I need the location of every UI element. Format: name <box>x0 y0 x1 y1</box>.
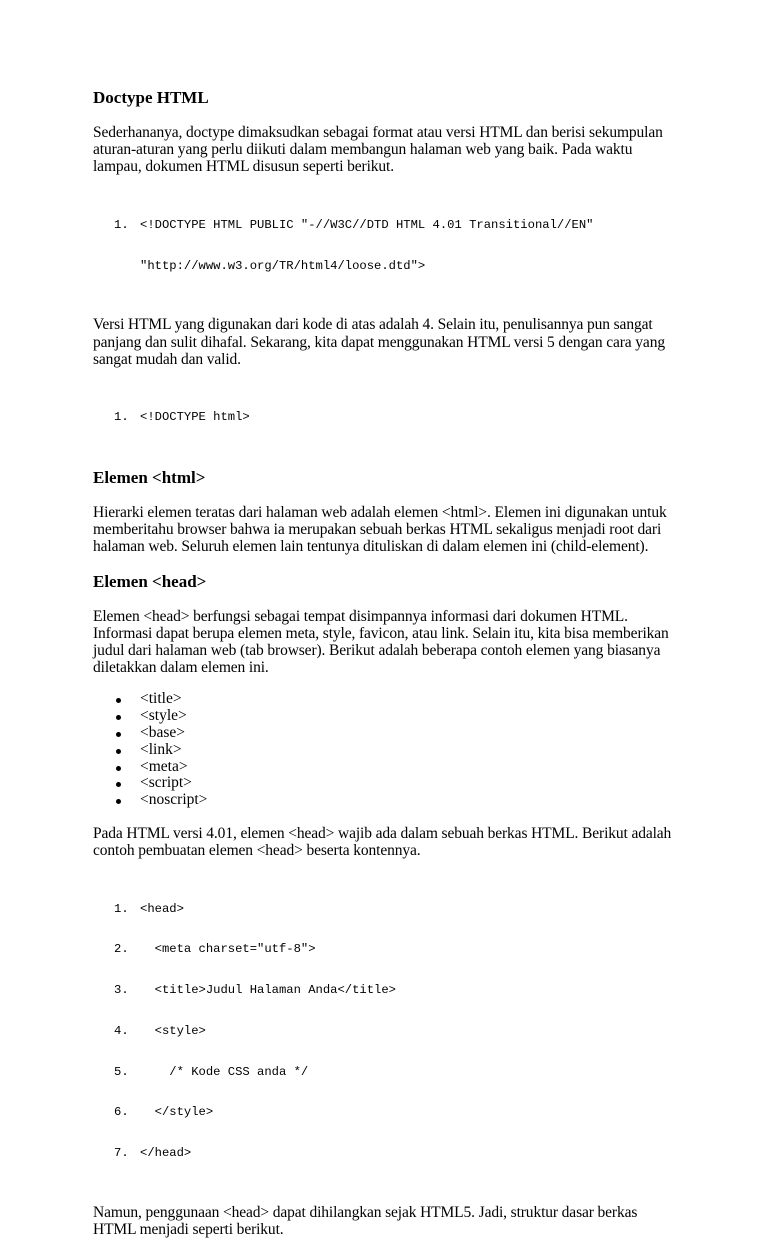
heading-head-element: Elemen <head> <box>93 571 207 591</box>
bullet-icon <box>116 715 121 720</box>
code-line <box>93 903 678 917</box>
paragraph-doctype-intro: Sederhananya, doctype dimaksudkan sebagai format atau versi HTML dan berisi sekumpulan aturan-aturan yang perlu diikuti dalam membangun halaman web yang baik. Pada waktu lampau, dokumen HTML disusun seperti berikut. <box>93 124 663 176</box>
code-line <box>93 1106 678 1120</box>
bullet-icon <box>116 749 121 754</box>
paragraph-head-html5: Namun, penggunaan <head> dapat dihilangkan sejak HTML5. Jadi, struktur dasar berkas HTML menjadi seperti berikut. <box>93 1204 638 1238</box>
paragraph-doctype-version: Versi HTML yang digunakan dari kode di atas adalah 4. Selain itu, penulisannya pun sangat panjang dan sulit dihafal. Sekarang, kita dapat menggunakan HTML versi 5 dengan cara yang sangat mudah dan valid. <box>93 316 665 368</box>
line-number: 3. <box>114 983 129 998</box>
code-text: <style> <box>140 1023 206 1038</box>
bullet-icon <box>116 732 121 737</box>
code-text: </head> <box>140 1146 192 1161</box>
line-number: 6. <box>114 1105 129 1120</box>
line-number: 7. <box>114 1146 129 1161</box>
line-number: 1. <box>114 217 129 232</box>
line-number: 2. <box>114 942 129 957</box>
code-text: <head> <box>140 901 184 916</box>
list-item-label: <link> <box>140 740 182 758</box>
heading-html-element: Elemen <html> <box>93 467 206 487</box>
list-item-label: <base> <box>140 723 186 741</box>
list-item-label: <title> <box>140 690 182 708</box>
code-text: <!DOCTYPE HTML PUBLIC "-//W3C//DTD HTML 4.01 Transitional//EN" <box>140 217 594 232</box>
list-item-label: <script> <box>140 774 192 792</box>
code-text: <meta charset="utf-8"> <box>140 942 316 957</box>
code-text: <title>Judul Halaman Anda</title> <box>140 983 396 998</box>
document-page <box>93 88 678 1238</box>
paragraph-html-element: Hierarki elemen teratas dari halaman web adalah elemen <html>. Elemen ini digunakan untuk memberitahu browser bahwa ia merupakan sebuah berkas HTML sekaligus menjadi root dari halaman web. Seluruh elemen lain tentunya dituliskan di dalam elemen ini (child-element). <box>93 503 667 556</box>
line-number: 4. <box>114 1023 129 1038</box>
heading-doctype: Doctype HTML <box>93 88 209 107</box>
list-item <box>93 708 678 725</box>
list-item <box>93 725 678 742</box>
code-block-new-doctype <box>93 384 678 452</box>
code-text: </style> <box>140 1105 214 1120</box>
code-block-head-example <box>93 875 678 1188</box>
code-block-old-doctype <box>93 192 678 301</box>
code-line <box>93 1147 678 1161</box>
code-text: /* Kode CSS anda */ <box>140 1064 309 1079</box>
bullet-icon <box>116 698 121 703</box>
paragraph-head-element: Elemen <head> berfungsi sebagai tempat disimpannya informasi dari dokumen HTML. Informasi dapat berupa elemen meta, style, favicon, atau link. Selain itu, kita bisa memberikan judul dari halaman web (tab browser). Berikut adalah beberapa contoh elemen yang biasanya diletakkan dalam elemen ini. <box>93 607 669 677</box>
bullet-icon <box>116 782 121 787</box>
code-line <box>93 219 678 233</box>
code-line <box>93 1025 678 1039</box>
list-item <box>93 742 678 759</box>
line-number: 1. <box>114 901 129 916</box>
line-number: 5. <box>114 1064 129 1079</box>
list-item <box>93 759 678 776</box>
code-line <box>93 411 678 425</box>
bullet-icon <box>116 799 121 804</box>
code-line <box>93 943 678 957</box>
list-item-label: <noscript> <box>140 791 208 809</box>
paragraph-head-html401: Pada HTML versi 4.01, elemen <head> wajib ada dalam sebuah berkas HTML. Berikut adalah contoh pembuatan elemen <head> beserta kontennya. <box>93 824 672 860</box>
list-item <box>93 691 678 708</box>
list-item <box>93 792 678 809</box>
list-item-label: <meta> <box>140 757 188 775</box>
code-line <box>93 984 678 998</box>
list-item-label: <style> <box>140 707 187 725</box>
head-elements-list <box>93 691 678 809</box>
code-text: <!DOCTYPE html> <box>140 410 250 425</box>
code-line <box>93 260 678 274</box>
code-text: "http://www.w3.org/TR/html4/loose.dtd"> <box>140 258 426 273</box>
code-line <box>93 1066 678 1080</box>
bullet-icon <box>116 766 121 771</box>
line-number: 1. <box>114 410 129 425</box>
list-item <box>93 775 678 792</box>
